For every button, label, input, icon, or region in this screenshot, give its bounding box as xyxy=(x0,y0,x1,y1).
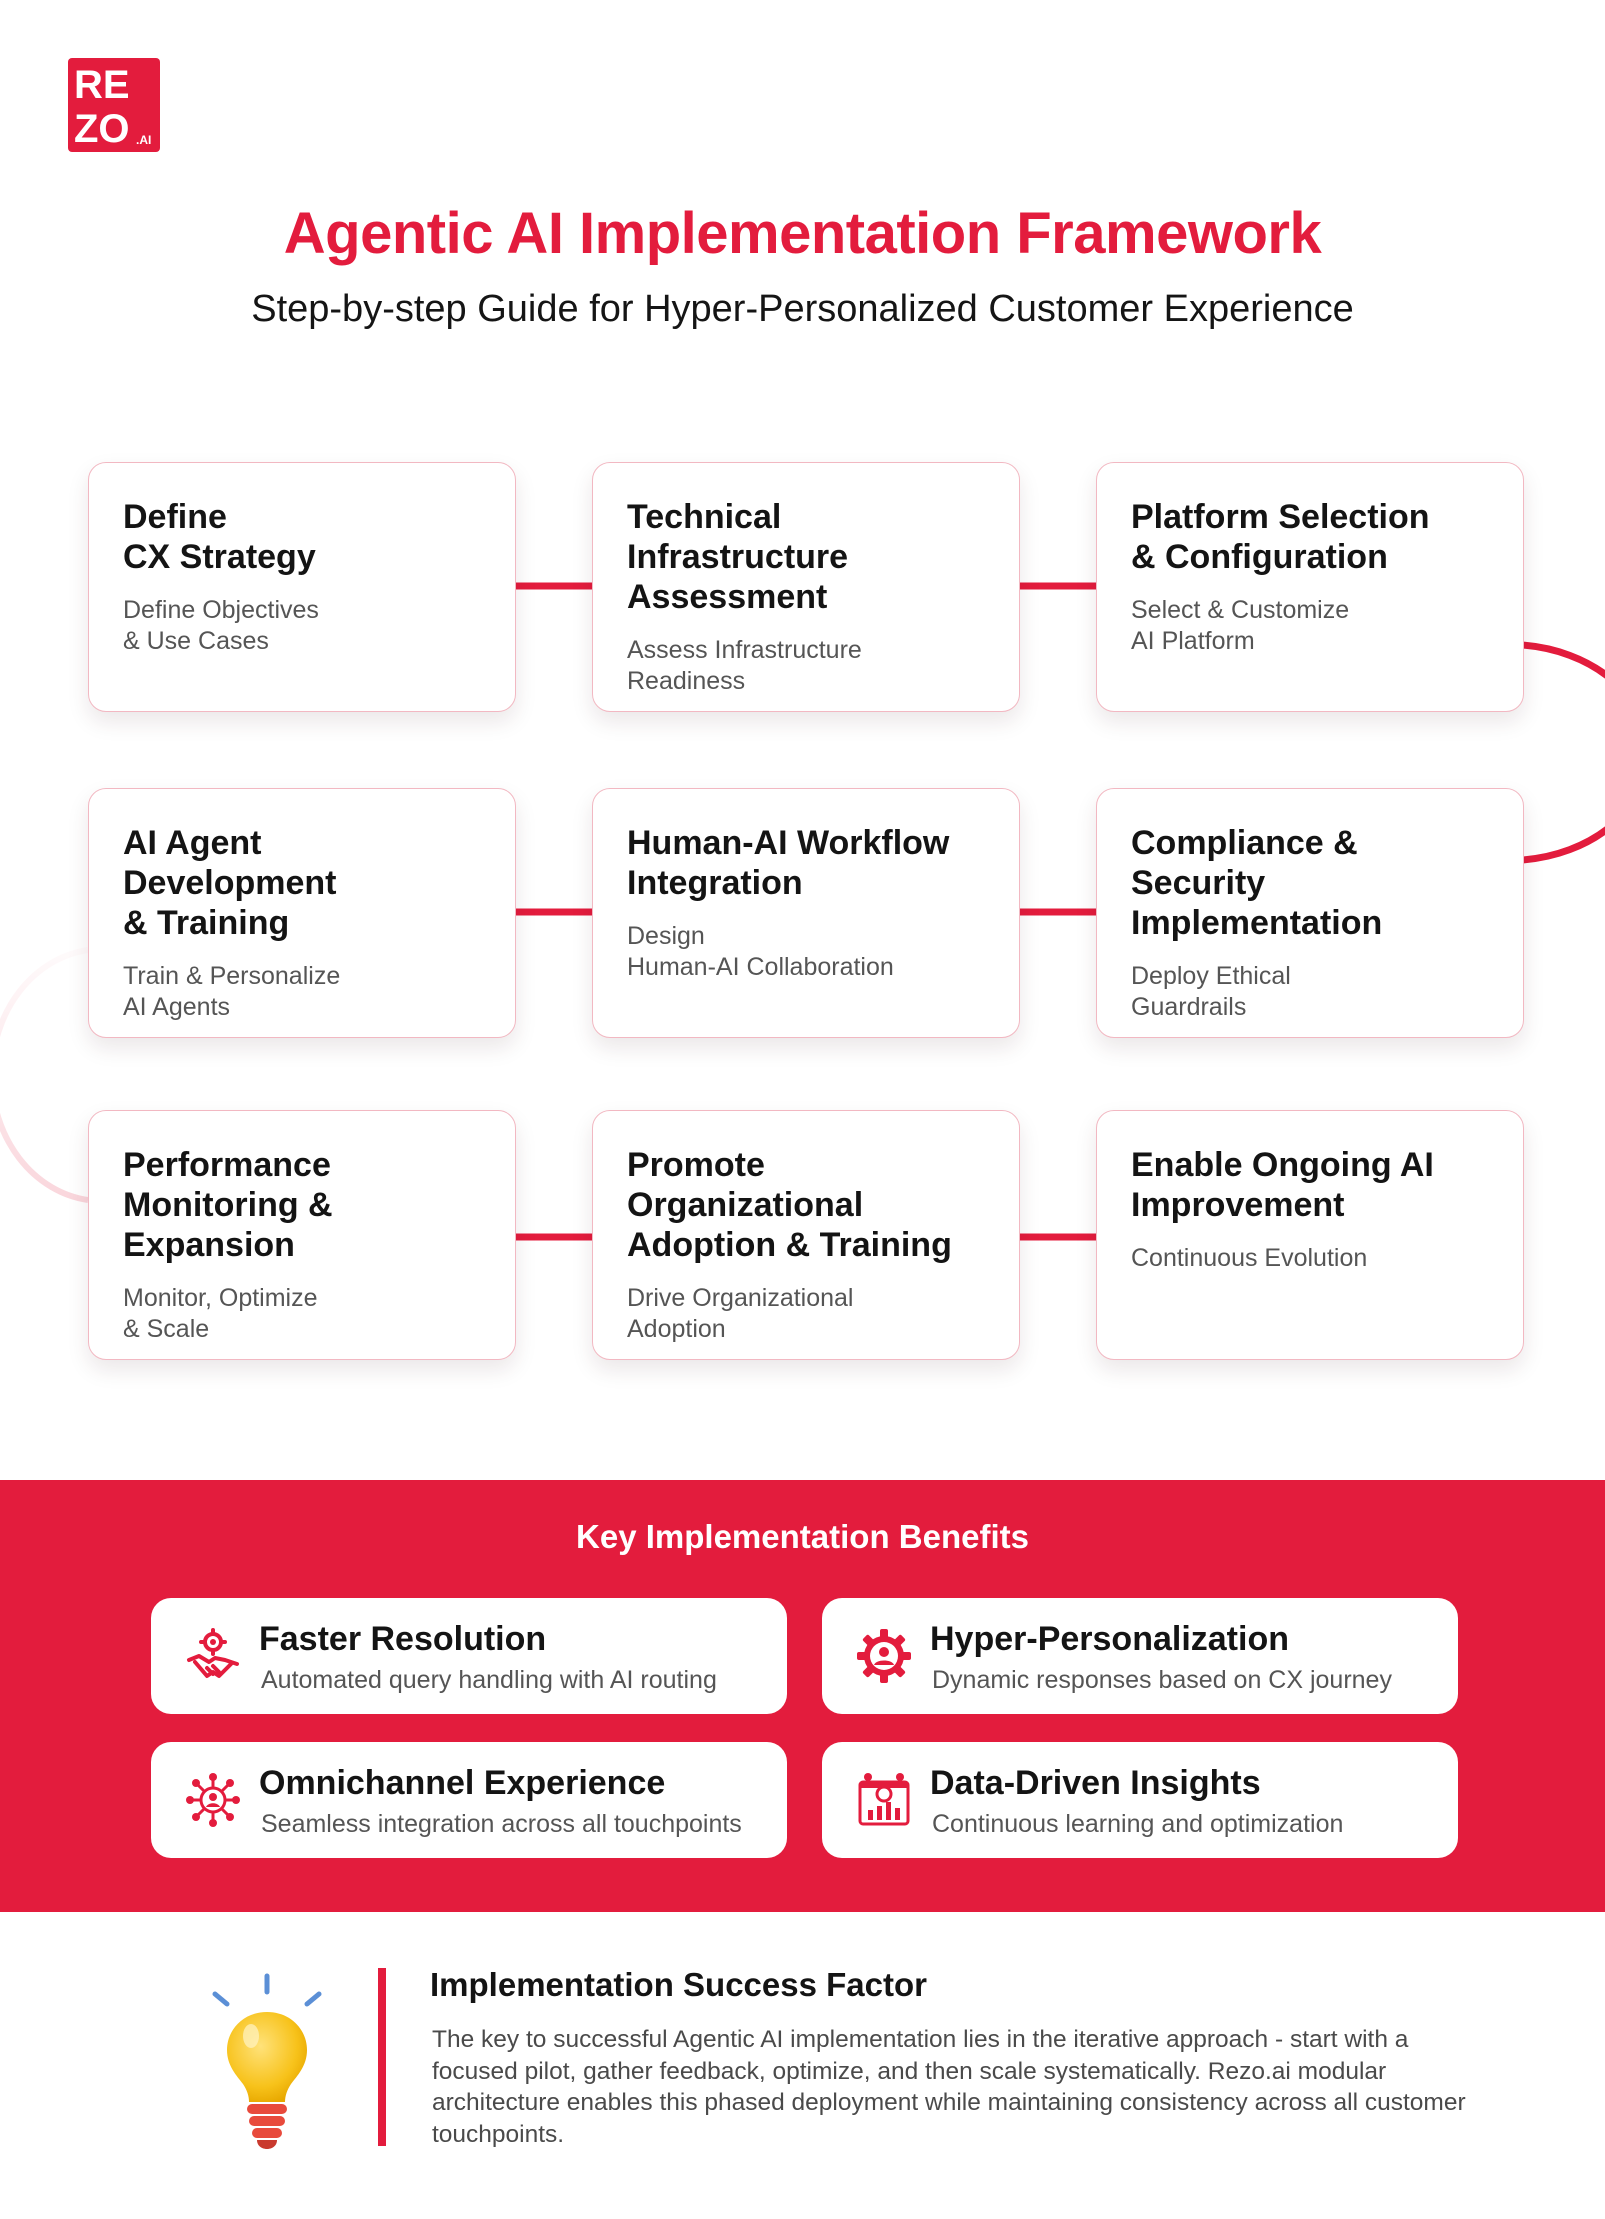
step-card-technical-infrastructure xyxy=(592,462,1020,712)
step-title: Technical Infrastructure Assessment xyxy=(627,498,849,616)
step-desc: Design Human-AI Collaboration xyxy=(627,922,894,981)
step-desc: Train & Personalize AI Agents xyxy=(123,962,341,1021)
benefit-desc: Dynamic responses based on CX journey xyxy=(932,1666,1392,1694)
benefit-desc: Continuous learning and optimization xyxy=(932,1810,1344,1838)
step-desc: Continuous Evolution xyxy=(1131,1244,1368,1272)
step-card-organizational-adoption xyxy=(592,1110,1020,1360)
benefit-omnichannel-experience xyxy=(151,1742,787,1858)
factor-title: Implementation Success Factor xyxy=(430,1966,927,2003)
step-title: Performance Monitoring & Expansion xyxy=(123,1146,333,1264)
handshake-gear-icon xyxy=(185,1628,241,1684)
benefit-desc: Seamless integration across all touchpoints xyxy=(261,1810,742,1838)
benefits-title: Key Implementation Benefits xyxy=(576,1518,1029,1555)
benefit-title: Hyper-Personalization xyxy=(930,1620,1289,1658)
benefit-title: Omnichannel Experience xyxy=(259,1764,666,1802)
network-user-icon xyxy=(185,1772,241,1828)
lightbulb-icon xyxy=(205,1972,335,2152)
step-card-compliance-security xyxy=(1096,788,1524,1038)
step-desc: Deploy Ethical Guardrails xyxy=(1131,962,1291,1021)
step-title: Human-AI Workflow Integration xyxy=(627,824,950,902)
step-desc: Define Objectives & Use Cases xyxy=(123,596,319,655)
analytics-chart-icon xyxy=(856,1772,912,1828)
step-card-human-ai-workflow xyxy=(592,788,1020,1038)
step-title: Compliance & Security Implementation xyxy=(1131,824,1383,942)
step-desc: Assess Infrastructure Readiness xyxy=(627,636,862,695)
benefits-section xyxy=(0,1480,1605,1912)
step-title: Promote Organizational Adoption & Training xyxy=(627,1146,952,1264)
benefit-data-driven-insights xyxy=(822,1742,1458,1858)
factor-text: The key to successful Agentic AI implementation lies in the iterative approach - start with a focused pilot, gather feedback, optimize, and then scale systematically. Rezo.ai modular architecture enables this phased deployment while maintaining consistency across all customer touchpoints. xyxy=(432,2026,1466,2148)
step-card-ongoing-improvement xyxy=(1096,1110,1524,1360)
step-desc: Select & Customize AI Platform xyxy=(1131,596,1350,655)
step-card-ai-agent-development xyxy=(88,788,516,1038)
step-card-define-cx-strategy xyxy=(88,462,516,712)
benefit-title: Data-Driven Insights xyxy=(930,1764,1261,1802)
factor-divider xyxy=(378,1968,386,2146)
benefit-title: Faster Resolution xyxy=(259,1620,547,1658)
page-title: Agentic AI Implementation Framework xyxy=(283,201,1322,266)
logo-line-2: ZO xyxy=(74,107,130,151)
step-title: Enable Ongoing AI Improvement xyxy=(1131,1146,1434,1224)
step-card-platform-selection xyxy=(1096,462,1524,712)
benefit-faster-resolution xyxy=(151,1598,787,1714)
logo-suffix: .AI xyxy=(136,133,152,147)
benefit-hyper-personalization xyxy=(822,1598,1458,1714)
benefit-desc: Automated query handling with AI routing xyxy=(261,1666,717,1694)
step-title: AI Agent Development & Training xyxy=(123,824,337,942)
step-desc: Monitor, Optimize & Scale xyxy=(123,1284,318,1343)
logo-line-1: RE xyxy=(74,63,130,107)
step-desc: Drive Organizational Adoption xyxy=(627,1284,854,1343)
page-subtitle: Step-by-step Guide for Hyper-Personalized Customer Experience xyxy=(251,288,1354,330)
step-card-performance-monitoring xyxy=(88,1110,516,1360)
step-title: Define CX Strategy xyxy=(123,498,316,576)
user-gear-icon xyxy=(856,1628,912,1684)
step-title: Platform Selection & Configuration xyxy=(1131,498,1430,576)
